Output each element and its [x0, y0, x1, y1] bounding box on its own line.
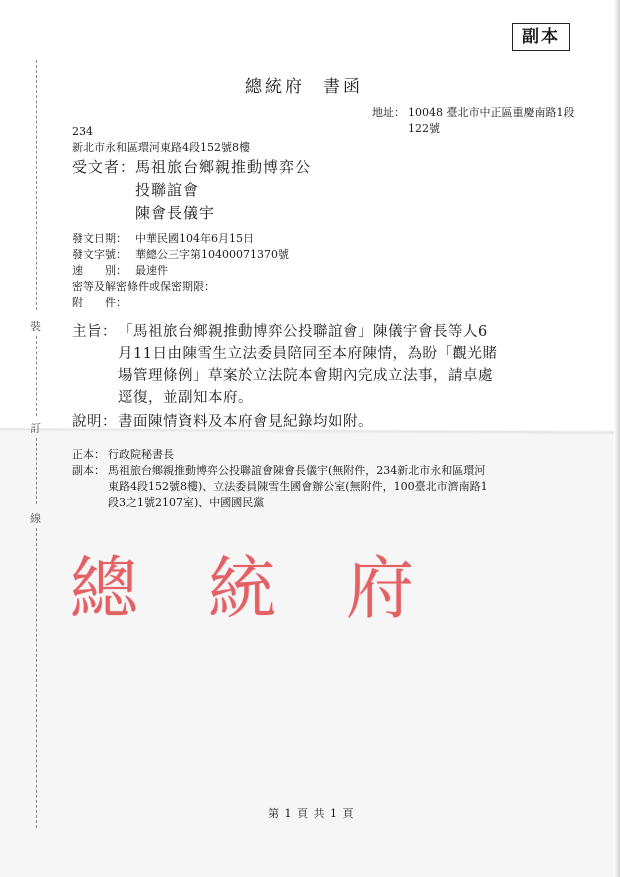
document-type: 書函: [323, 77, 363, 97]
subject-line4: 逕復，並副知本府。: [118, 390, 253, 406]
binding-line-top: [36, 60, 38, 310]
recipient-street-address: 新北市永和區環河東路4段152號8樓: [72, 141, 250, 154]
binding-mark-2: 訂: [30, 422, 41, 435]
sender-address-line2: 122號: [408, 122, 440, 135]
original-to-value: 行政院秘書長: [108, 448, 174, 461]
binding-line-bottom: [36, 528, 38, 828]
meta-attachment-label: 附 件：: [72, 296, 127, 309]
binding-line-mid2: [36, 438, 38, 504]
meta-speed-value: 最速件: [135, 264, 168, 277]
subject-line1: 「馬祖旅台鄉親推動博弈公投聯誼會」陳儀宇會長等人6: [118, 324, 488, 340]
sender-address-label: 地址：: [372, 106, 405, 119]
meta-doc-number-value: 華總公三字第10400071370號: [135, 248, 289, 261]
cc-to-line2: 東路4段152號8樓)、立法委員陳雪生國會辦公室(無附件，100臺北市濟南路1: [108, 480, 488, 493]
meta-date-value: 中華民國104年6月15日: [135, 232, 254, 245]
binding-mark-3: 線: [30, 512, 41, 525]
explanation-label: 說明：: [72, 414, 117, 430]
binding-line-mid1: [36, 336, 38, 416]
seal-char-2: 統: [208, 550, 277, 629]
cc-to-line1: 馬祖旅台鄉親推動博弈公投聯誼會陳會長儀宇(無附件，234新北市永和區環河: [108, 464, 486, 477]
recipient-line2: 投聯誼會: [135, 181, 200, 199]
page-edge-shadow: [614, 0, 620, 877]
seal-char-3: 府: [346, 550, 415, 629]
binding-mark-1: 裝: [30, 320, 41, 333]
page-footer: 第 1 頁 共 1 頁: [268, 807, 355, 820]
explanation-text: 書面陳情資料及本府會見紀錄均如附。: [118, 414, 373, 430]
meta-secrecy-label: 密等及解密條件或保密期限：: [72, 280, 215, 293]
recipient-line1: 馬祖旅台鄉親推動博弈公: [135, 158, 312, 176]
recipient-line3: 陳會長儀宇: [135, 204, 216, 222]
copy-stamp: 副本: [512, 23, 570, 51]
cc-to-line3: 段3之1號2107室)、中國國民黨: [108, 496, 265, 509]
meta-speed-label: 速 別：: [72, 264, 127, 277]
original-to-label: 正本：: [72, 448, 105, 461]
issuer-title: 總統府: [245, 77, 305, 97]
subject-line3: 場管理條例」草案於立法院本會期內完成立法事，請卓處: [118, 368, 493, 384]
subject-line2: 月11日由陳雪生立法委員陪同至本府陳情，為盼「觀光賭: [118, 346, 498, 362]
recipient-postal-code: 234: [72, 125, 93, 138]
seal-char-1: 總: [70, 550, 139, 629]
recipient-label: 受文者：: [72, 158, 137, 176]
cc-to-label: 副本：: [72, 464, 105, 477]
meta-date-label: 發文日期：: [72, 232, 127, 245]
meta-doc-number-label: 發文字號：: [72, 248, 127, 261]
subject-label: 主旨：: [72, 324, 117, 340]
sender-address-line1: 10048 臺北市中正區重慶南路1段: [408, 106, 575, 119]
